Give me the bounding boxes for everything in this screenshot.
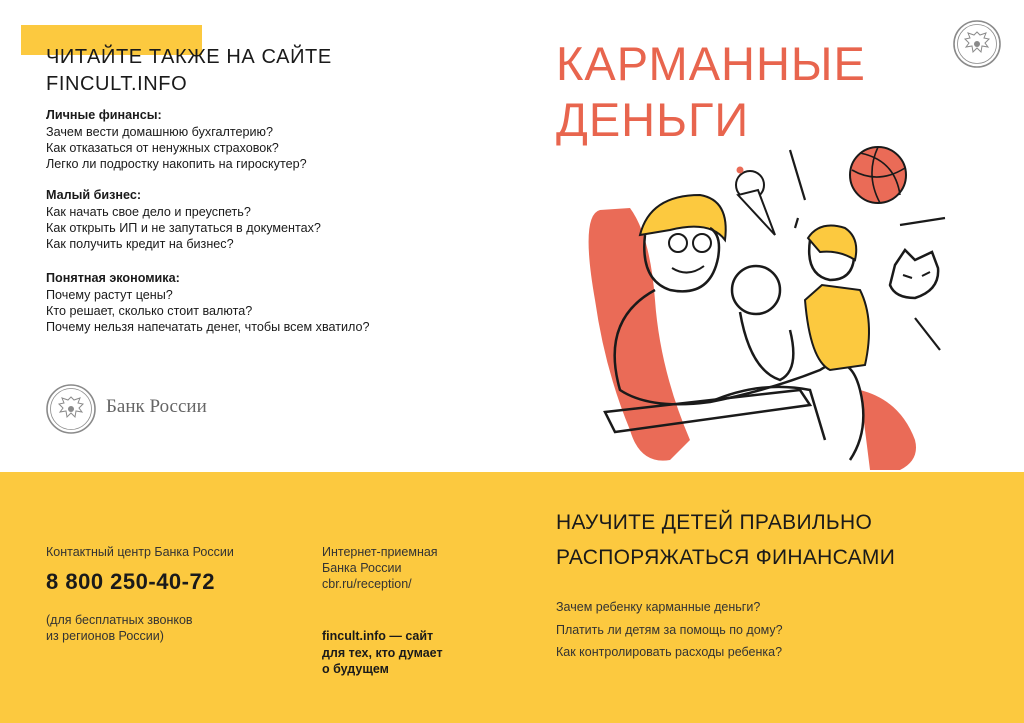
reception-link: cbr.ru/reception/ [322, 577, 412, 591]
slogan-line: fincult.info — сайт [322, 629, 434, 643]
question-item: Платить ли детям за помощь по дому? [556, 622, 783, 637]
section-heading: Малый бизнес: [46, 188, 142, 202]
free-note-line: из регионов России) [46, 629, 164, 643]
teach-heading-line: НАУЧИТЕ ДЕТЕЙ ПРАВИЛЬНО [556, 511, 873, 534]
section-heading: Личные финансы: [46, 108, 162, 122]
list-item: Зачем вести домашнюю бухгалтерию? [46, 125, 273, 139]
teach-heading-line: РАСПОРЯЖАТЬСЯ ФИНАНСАМИ [556, 546, 896, 569]
teach-questions [556, 596, 783, 664]
bank-of-russia-emblem-icon [952, 19, 1002, 69]
list-item: Легко ли подростку накопить на гироскутер? [46, 157, 307, 171]
family-illustration [560, 140, 990, 472]
cover-title-line-1: КАРМАННЫЕ [556, 37, 866, 90]
reception-line: Банка России [322, 561, 402, 575]
free-note-line: (для бесплатных звонков [46, 613, 193, 627]
read-also-title [46, 44, 332, 98]
list-item: Как получить кредит на бизнес? [46, 237, 234, 251]
section-economics [46, 270, 370, 335]
list-item: Как открыть ИП и не запутаться в документах? [46, 221, 321, 235]
section-heading: Понятная экономика: [46, 271, 180, 285]
cover-title-line-2: ДЕНЬГИ [556, 93, 750, 146]
read-also-line-2: FINCULT.INFO [46, 73, 188, 95]
list-item: Кто решает, сколько стоит валюта? [46, 304, 253, 318]
bank-name: Банк России [106, 396, 207, 417]
bank-of-russia-emblem-icon [45, 383, 97, 435]
question-item: Как контролировать расходы ребенка? [556, 645, 783, 659]
list-item: Почему растут цены? [46, 288, 173, 302]
cover-title [556, 36, 866, 148]
fincult-slogan [322, 628, 443, 678]
contact-center-label: Контактный центр Банка России [46, 545, 234, 559]
slogan-line: о будущем [322, 662, 389, 676]
list-item: Почему нельзя напечатать денег, чтобы всем хватило? [46, 320, 370, 334]
section-small-business [46, 187, 321, 252]
list-item: Как начать свое дело и преуспеть? [46, 205, 251, 219]
read-also-line-1: ЧИТАЙТЕ ТАКЖЕ НА САЙТЕ [46, 46, 332, 68]
phone-number: 8 800 250-40-72 [46, 569, 215, 594]
question-item: Зачем ребенку карманные деньги? [556, 600, 761, 614]
slogan-line: для тех, кто думает [322, 645, 443, 660]
reception-line: Интернет-приемная [322, 545, 438, 559]
internet-reception [322, 544, 438, 592]
free-call-note [46, 612, 193, 644]
teach-heading [556, 505, 895, 575]
section-personal-finance [46, 107, 307, 172]
list-item: Как отказаться от ненужных страховок? [46, 141, 279, 155]
